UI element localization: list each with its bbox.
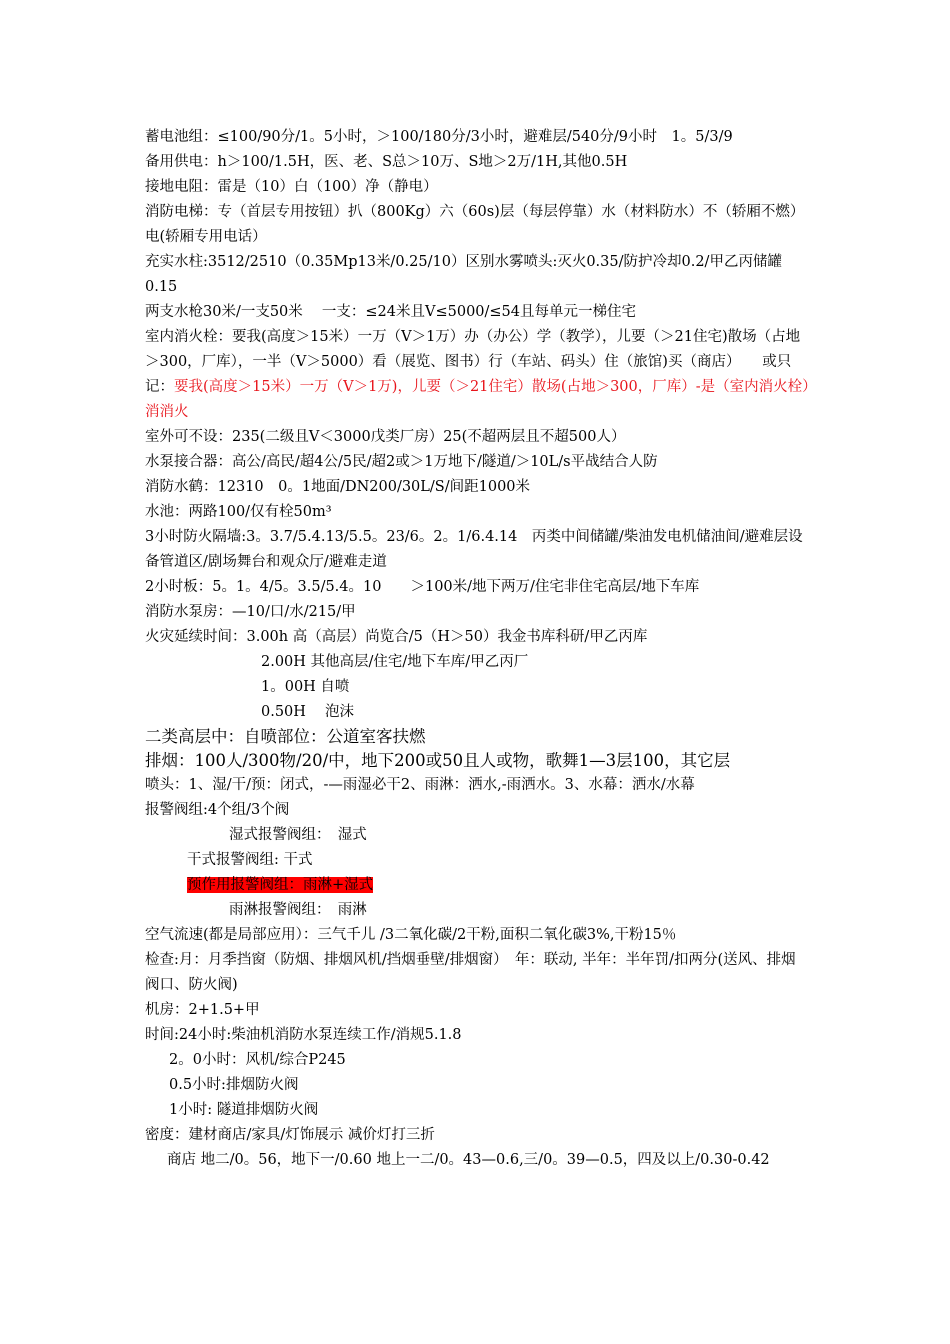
fire-duration-sub-3: 0.50H 泡沫 — [261, 704, 355, 720]
fire-elevator-line: 消防电梯：专（首层专用按钮）扒（800Kg）六（60s)层（每层停靠）水（材料防水）不（轿厢不燃）电(轿厢专用电话） — [145, 204, 805, 245]
backup-power-line: 备用供电：h＞100/1.5H，医、老、S总＞10万、S地＞2万/1H,其他0.5H — [145, 154, 628, 170]
outdoor-hydrant-line: 室外可不设：235(二级且V＜3000戊类厂房）25(不超两层且不超500人） — [145, 429, 626, 445]
indoor-hydrant-text: 室内消火栓：要我(高度＞15米）一万（V＞1万）办（办公）学（教学），儿要（＞21住宅)散场（占地＞300，厂库），一半（V＞5000）看（展览、图书）行（车站、码头）住（旅馆)买（商店） 或只记： — [145, 329, 801, 395]
density-body-text: 商店 地二/0。56，地下一/0.60 地上一二/0。43—0.6,三/0。39—0.5，四及以上/0.30-0.42 — [167, 1152, 770, 1168]
two-hour-slab-line: 2小时板：5。1。4/5。3.5/5.4。10 ＞100米/地下两万/住宅非住宅高层/地下车库 — [145, 579, 700, 595]
fire-duration-line: 火灾延续时间：3.00h 高（高层）尚览合/5（H＞50）我金书库科研/甲乙丙库 — [145, 629, 648, 645]
time-sub-1: 2。0小时：风机/综合P245 — [169, 1052, 346, 1068]
preaction-valve-line — [145, 873, 810, 898]
water-column-line: 充实水柱:3512/2510（0.35Mp13米/0.25/10）区别水雾喷头:灭火0.35/防护冷却0.2/甲乙丙储罐0.15 — [145, 254, 782, 295]
preaction-valve-highlight: 预作用报警阀组：雨淋+湿式 — [187, 877, 374, 893]
water-gun-line: 两支水枪30米/一支50米 一支：≤24米且V≤5000/≤54且每单元一梯住宅 — [145, 304, 637, 320]
dry-valve-line: 干式报警阀组: 干式 — [187, 852, 313, 868]
deluge-valve-line: 雨淋报警阀组： 雨淋 — [229, 902, 367, 918]
alarm-valve-line: 报警阀组:4个组/3个阀 — [145, 802, 290, 818]
grounding-line: 接地电阻：雷是（10）白（100）净（静电） — [145, 179, 438, 195]
density-body-line — [145, 1148, 810, 1173]
three-hour-wall-line: 3小时防火隔墙:3。3.7/5.4.13/5.5。23/6。2。1/6.4.14 丙类中间储罐/柴油发电机储油间/避难层设备管道区/剧场舞台和观众厅/避难走道 — [145, 529, 803, 570]
fire-duration-sub-1: 2.00H 其他高层/住宅/地下车库/甲乙丙厂 — [261, 654, 529, 670]
indoor-hydrant-paragraph — [145, 325, 810, 425]
water-crane-line: 消防水鹤：12310 0。1地面/DN200/30L/S/间距1000米 — [145, 479, 531, 495]
machine-room-line: 机房：2+1.5+甲 — [145, 1002, 260, 1018]
water-pool-line: 水池：两路100/仅有栓50m³ — [145, 504, 332, 520]
smoke-exhaust-line: 排烟：100人/300物/20/中，地下200或50且人或物，歌舞1—3层100，其它层 — [145, 751, 731, 770]
sprinkler-line: 喷头：1、湿/干/预：闭式，-—雨湿必干2、雨淋：洒水,-雨洒水。3、水幕：洒水/水幕 — [145, 777, 695, 793]
class-two-highrise-line: 二类高层中：自喷部位：公道室客扶燃 — [145, 727, 426, 746]
inspection-line: 检查:月：月季挡窗（防烟、排烟风机/挡烟垂壁/排烟窗） 年：联动, 半年：半年罚/扣两分(送风、排烟阀口、防火阀) — [145, 952, 796, 993]
battery-line: 蓄电池组：≤100/90分/1。5小时，＞100/180分/3小时，避难层/540分/9小时 1。5/3/9 — [145, 129, 733, 145]
pump-adapter-line: 水泵接合器：高公/高民/超4公/5民/超2或＞1万地下/隧道/＞10L/s平战结合人防 — [145, 454, 658, 470]
wet-valve-line: 湿式报警阀组： 湿式 — [229, 827, 367, 843]
pump-room-line: 消防水泵房：—10/口/水/215/甲 — [145, 604, 356, 620]
indoor-hydrant-mnemonic: 要我(高度＞15米）一万（V＞1万)，儿要（＞21住宅）散场(占地＞300，厂库）-是（室内消火栓）消消火 — [145, 379, 810, 420]
document-page — [145, 125, 810, 1173]
time-line: 时间:24小时:柴油机消防水泵连续工作/消规5.1.8 — [145, 1027, 462, 1043]
time-sub-3: 1小时: 隧道排烟防火阀 — [169, 1102, 319, 1118]
time-sub-2: 0.5小时:排烟防火阀 — [169, 1077, 299, 1093]
air-velocity-line: 空气流速(都是局部应用）：三气千儿 /3二氧化碳/2干粉,面积二氧化碳3%,干粉15％ — [145, 927, 677, 943]
density-title-line: 密度：建材商店/家具/灯饰展示 减价灯打三折 — [145, 1127, 435, 1143]
fire-duration-sub-2: 1。00H 自喷 — [261, 679, 350, 695]
